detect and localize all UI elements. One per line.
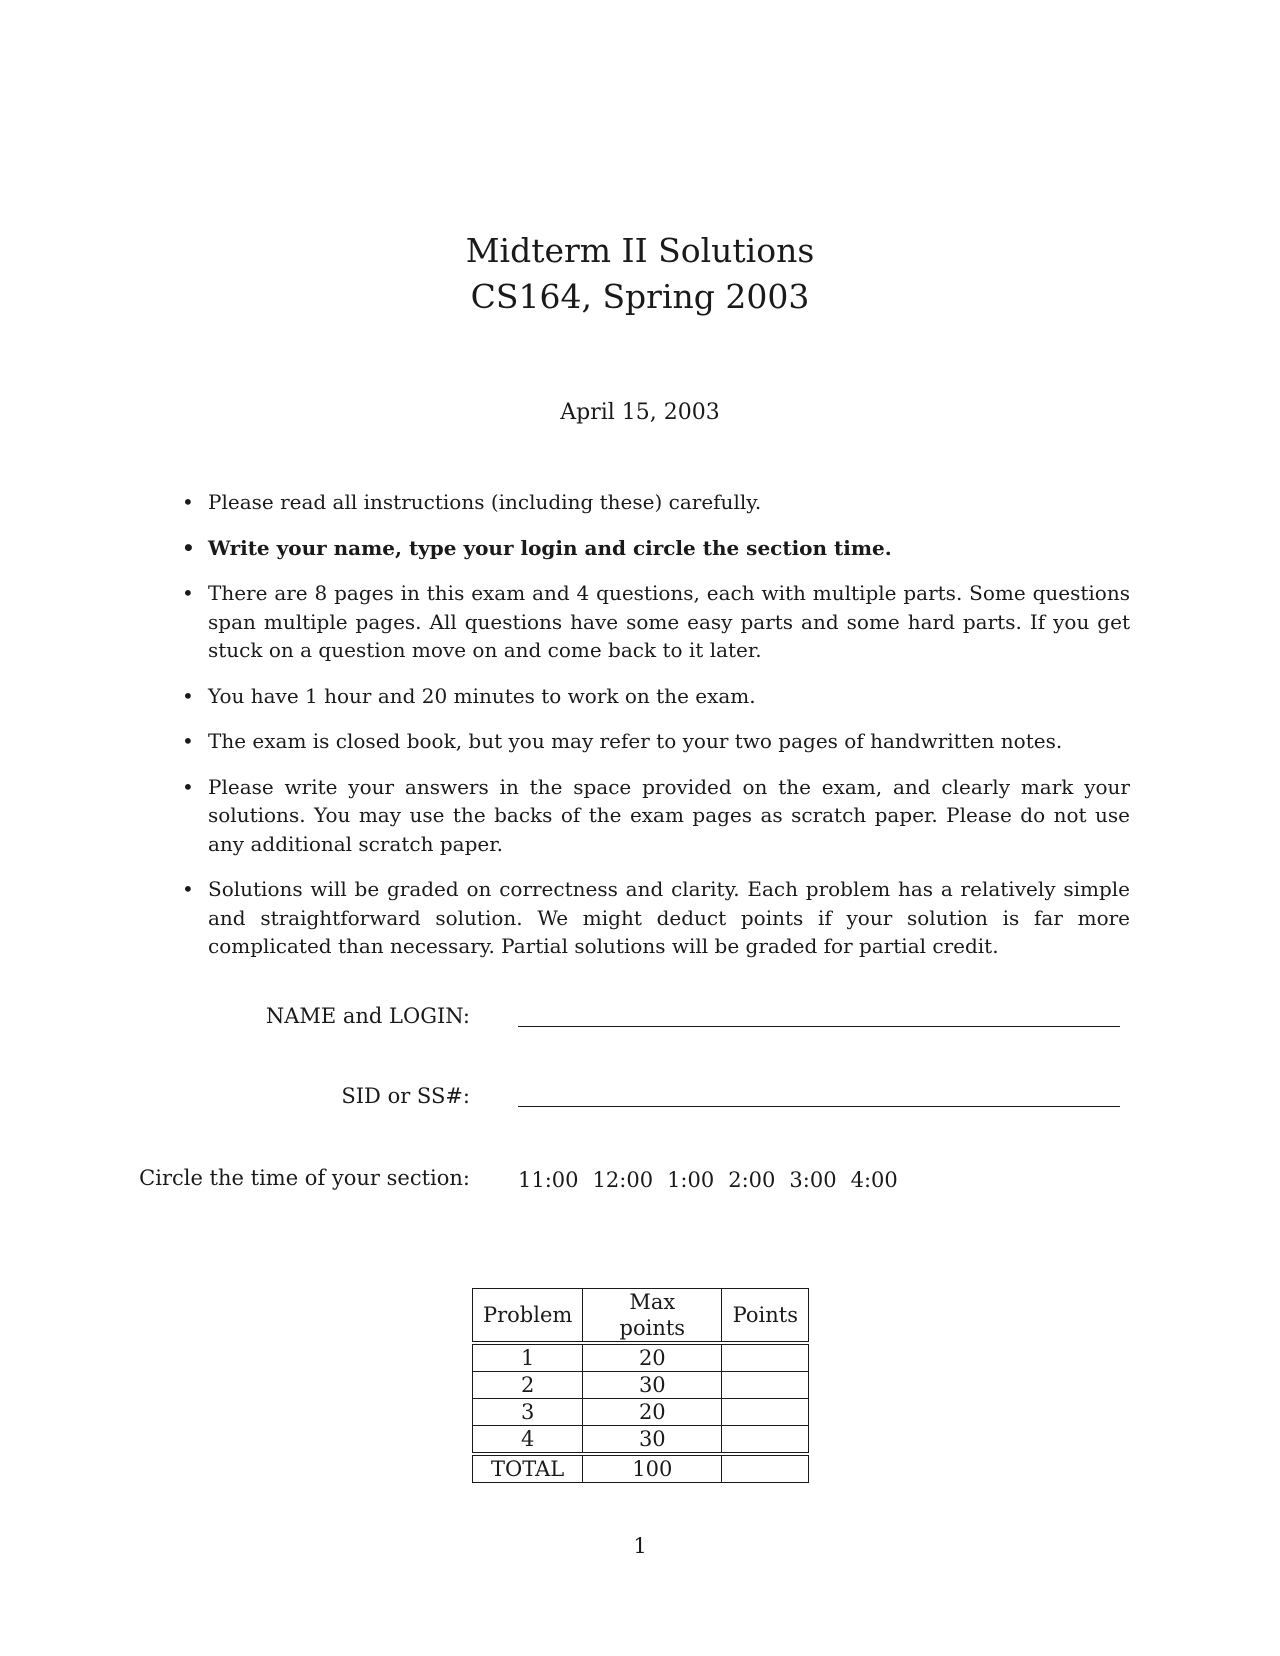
title-line-2: CS164, Spring 2003 — [470, 277, 810, 316]
problem-cell: 2 — [473, 1372, 583, 1399]
instruction-text: The exam is closed book, but you may refer to your two pages of handwritten notes. — [208, 729, 1063, 753]
header-points: Points — [722, 1289, 809, 1344]
instruction-text: Solutions will be graded on correctness and clarity. Each problem has a relatively simple and straightforward solution. We might deduct points if your solution is far more complicated than necessary. Partial solutions will be graded for partial credit. — [208, 877, 1130, 958]
instruction-item — [182, 488, 1130, 517]
table-row — [473, 1343, 809, 1372]
instruction-item — [182, 682, 1130, 711]
bullet-icon: • — [182, 877, 194, 901]
section-time-option[interactable]: 2:00 — [728, 1168, 776, 1192]
header-problem: Problem — [473, 1289, 583, 1344]
section-time-option[interactable]: 11:00 — [518, 1168, 579, 1192]
bullet-icon: • — [182, 490, 194, 514]
instruction-item — [182, 534, 1130, 563]
table-total-row — [473, 1454, 809, 1483]
max-points-cell: 20 — [583, 1399, 722, 1426]
table-row — [473, 1372, 809, 1399]
max-points-cell: 30 — [583, 1372, 722, 1399]
bullet-icon: • — [182, 683, 194, 708]
header-max-points: Max points — [583, 1289, 722, 1344]
table-row — [473, 1399, 809, 1426]
sid-label: SID or SS#: — [341, 1084, 470, 1108]
max-points-cell: 20 — [583, 1343, 722, 1372]
table-header-row — [473, 1289, 809, 1344]
instruction-text: There are 8 pages in this exam and 4 questions, each with multiple parts. Some questions span multiple pages. All questions have some easy parts and some hard parts. If you get stuck on a question move on and come back to it later. — [208, 581, 1130, 662]
problem-cell: 4 — [473, 1426, 583, 1455]
problem-cell: 1 — [473, 1343, 583, 1372]
name-login-line[interactable] — [518, 1026, 1120, 1027]
total-label-cell: TOTAL — [473, 1454, 583, 1483]
instruction-text: Please read all instructions (including these) carefully. — [208, 490, 762, 514]
exam-title — [0, 228, 1280, 320]
section-time-option[interactable]: 3:00 — [789, 1168, 837, 1192]
section-time-option[interactable]: 4:00 — [850, 1168, 898, 1192]
section-times — [518, 1168, 912, 1192]
instruction-text: Please write your answers in the space provided on the exam, and clearly mark your solutions. You may use the backs of the exam pages as scratch paper. Please do not use any additional scratch paper. — [208, 774, 1130, 856]
section-time-option[interactable]: 1:00 — [667, 1168, 715, 1192]
instruction-item — [182, 875, 1130, 961]
instruction-text: You have 1 hour and 20 minutes to work on the exam. — [208, 683, 756, 708]
bullet-icon: • — [182, 729, 194, 753]
table-row — [473, 1426, 809, 1455]
bullet-icon: • — [182, 535, 195, 560]
section-time-option[interactable]: 12:00 — [592, 1168, 654, 1192]
total-points-cell[interactable] — [722, 1454, 809, 1483]
name-login-label: NAME and LOGIN: — [265, 1004, 470, 1028]
title-line-1: Midterm II Solutions — [465, 231, 815, 270]
points-cell[interactable] — [722, 1399, 809, 1426]
page-number: 1 — [633, 1534, 647, 1558]
total-max-cell: 100 — [583, 1454, 722, 1483]
bullet-icon: • — [182, 774, 194, 799]
score-table — [472, 1288, 809, 1483]
instructions-list — [182, 488, 1130, 978]
problem-cell: 3 — [473, 1399, 583, 1426]
instruction-item — [182, 773, 1130, 859]
bullet-icon: • — [182, 581, 194, 605]
points-cell[interactable] — [722, 1372, 809, 1399]
instruction-text: Write your name, type your login and circle the section time. — [208, 535, 892, 560]
section-time-label: Circle the time of your section: — [139, 1166, 470, 1190]
instruction-item — [182, 727, 1130, 756]
max-points-cell: 30 — [583, 1426, 722, 1455]
points-cell[interactable] — [722, 1426, 809, 1455]
instruction-item — [182, 579, 1130, 665]
exam-date: April 15, 2003 — [560, 400, 720, 425]
points-cell[interactable] — [722, 1343, 809, 1372]
sid-line[interactable] — [518, 1106, 1120, 1107]
